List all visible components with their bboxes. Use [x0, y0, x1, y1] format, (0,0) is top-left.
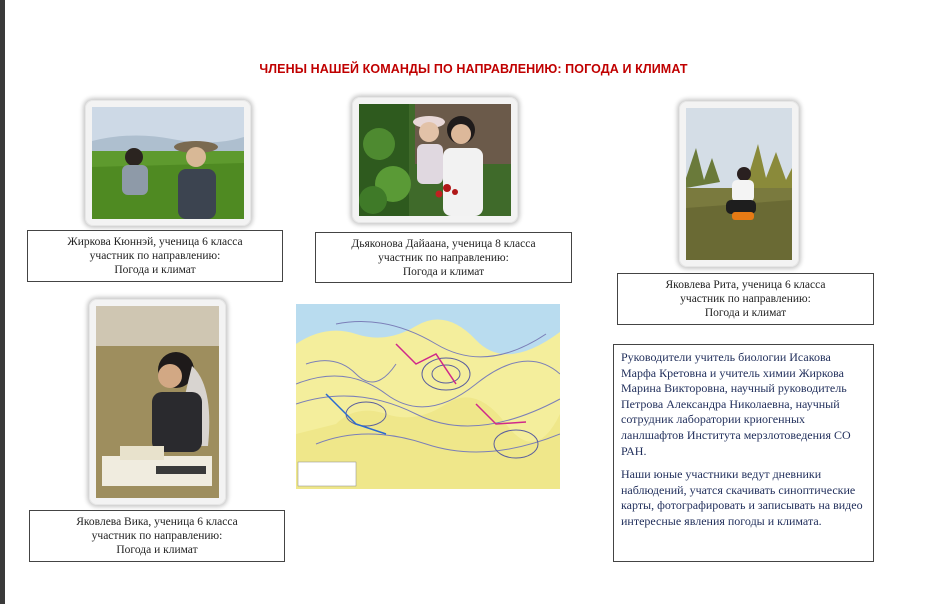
member-photo-4: [89, 299, 226, 505]
info-box: [613, 344, 874, 562]
member-role: участник по направлению:: [89, 250, 221, 262]
synoptic-map-image: [296, 304, 560, 489]
member-role: участник по направлению:: [378, 252, 509, 264]
member-role: участник по направлению:: [680, 293, 811, 305]
member-photo-1: [85, 100, 251, 226]
member-name: Дьяконова Дайаана, ученица 8 класса: [351, 238, 536, 250]
member-name: Яковлева Рита, ученица 6 класса: [665, 279, 826, 291]
member-caption-2: [315, 232, 572, 283]
member-photo-3: [679, 101, 799, 267]
member-name: Яковлева Вика, ученица 6 класса: [76, 516, 238, 528]
member-caption-4: [29, 510, 285, 562]
info-paragraph-supervisors: Руководители учитель биологии Исакова Марфа Кретовна и учитель химии Жиркова Марина Викторовна, научный руководитель Петрова Александра Николаевна, научный сотрудник лаборатории криогенных ланлшафтов Института мерзлотоведения СО РАН.: [621, 350, 851, 458]
member-photo-2: [352, 97, 518, 223]
left-edge-bar: [0, 0, 5, 604]
member-role: участник по направлению:: [91, 530, 223, 542]
member-caption-1: [27, 230, 283, 282]
page-title: ЧЛЕНЫ НАШЕЙ КОМАНДЫ ПО НАПРАВЛЕНИЮ: ПОГОДА И КЛИМАТ: [259, 62, 688, 76]
member-name: Жиркова Кюннэй, ученица 6 класса: [67, 236, 243, 248]
member-topic: Погода и климат: [116, 544, 198, 556]
member-topic: Погода и климат: [402, 266, 485, 278]
member-caption-3: [617, 273, 874, 325]
member-topic: Погода и климат: [704, 307, 787, 319]
info-paragraph-activities: Наши юные участники ведут дневники наблюдений, учатся скачивать синоптические карты, фотографировать и записывать на видео интересные явления погоды и климата.: [621, 467, 863, 528]
member-topic: Погода и климат: [114, 264, 196, 276]
